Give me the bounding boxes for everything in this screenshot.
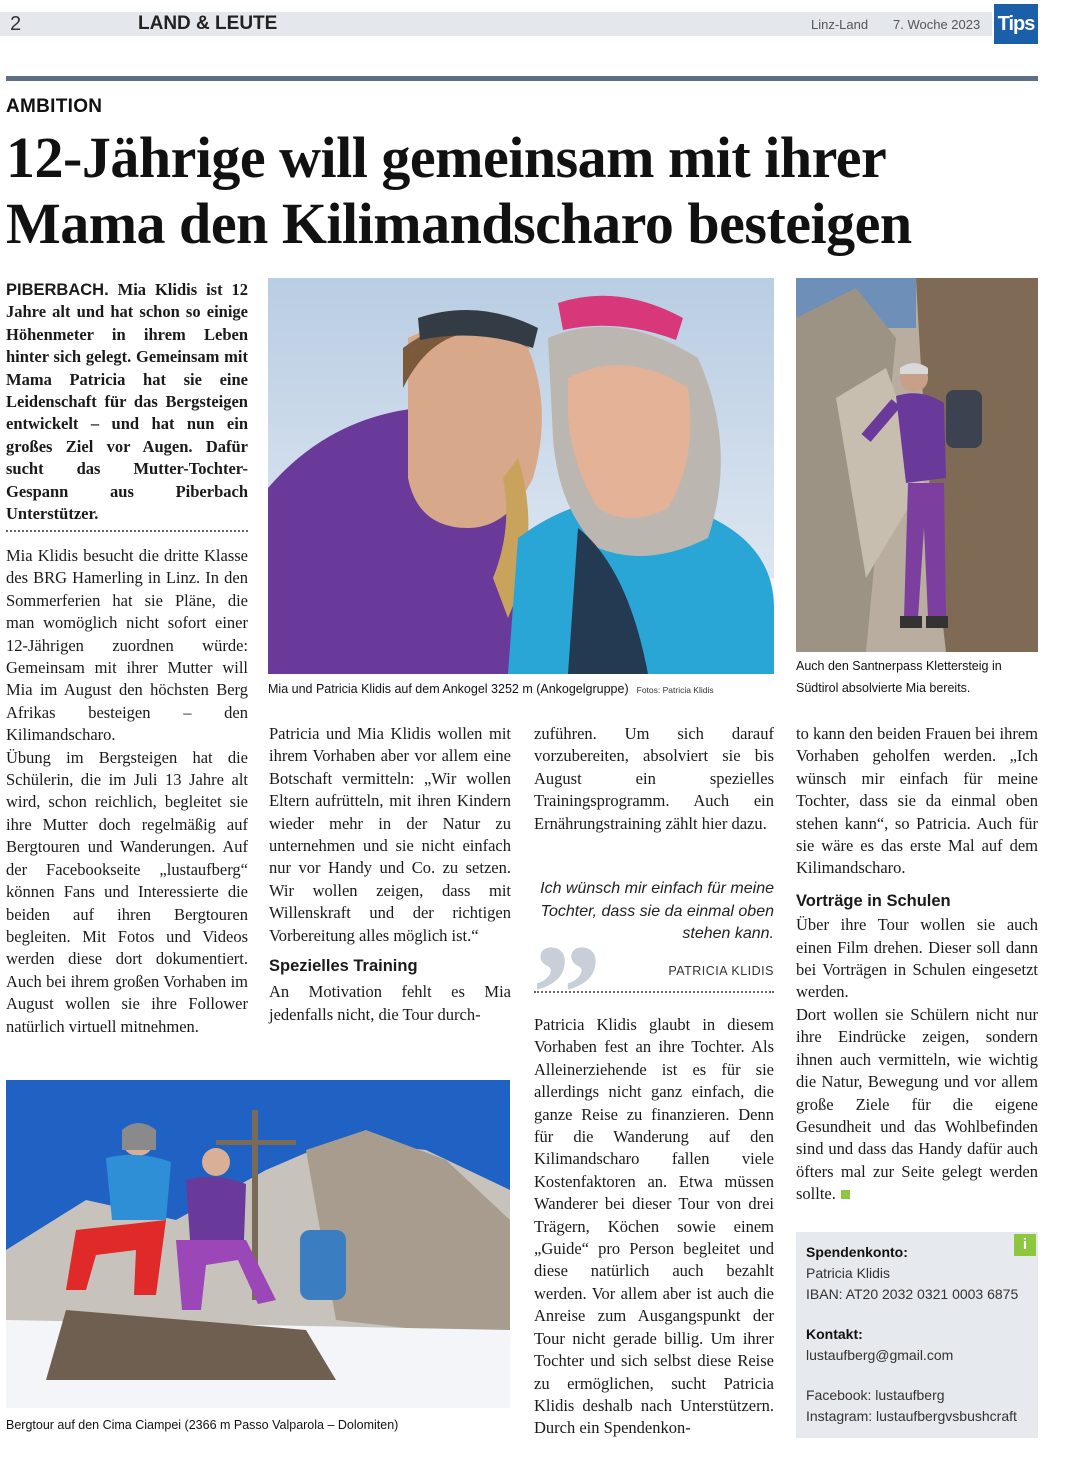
lead-divider — [6, 530, 248, 532]
pull-quote: Ich wünsch mir einfach für meine Tochter, dass sie da einmal oben stehen kann. — [540, 880, 774, 942]
column-3-top — [534, 723, 774, 835]
summit-photo — [6, 1080, 510, 1408]
instagram-handle: Instagram: lustaufbergvsbushcraft — [806, 1408, 1017, 1424]
account-label — [806, 1242, 908, 1263]
contact-label-text: Kontakt: — [806, 1326, 863, 1342]
lead-place: PIBERBACH. — [6, 281, 109, 299]
caption-line-1: Auch den Santnerpass Klettersteig in — [796, 659, 1002, 673]
body-paragraph: Mia Klidis besucht die dritte Klasse des BRG Hamerling in Linz. In den Sommerferien hat sie Pläne, die man womöglich nicht sofort einer 12-Jährigen zuordnen würde: Gemeinsam mit ihrer Mutter will Mia im August den höchsten Berg Afrikas besteigen – den Kilimandscharo. — [6, 546, 248, 745]
account-iban: IBAN: AT20 2032 0321 0003 6875 — [806, 1286, 1019, 1302]
summit-photo-caption: Bergtour auf den Cima Ciampei (2366 m Passo Valparola – Dolomiten) — [6, 1418, 399, 1432]
column-3-body — [534, 1014, 774, 1440]
climbing-photo-caption — [796, 655, 1040, 699]
page-number: 2 — [10, 13, 22, 35]
region-label: Linz-Land — [811, 17, 869, 32]
subhead-schools: Vorträge in Schulen — [796, 891, 951, 910]
info-icon: i — [1014, 1234, 1036, 1256]
end-mark-icon — [841, 1190, 850, 1199]
header-rule — [6, 76, 1038, 81]
body-paragraph — [796, 1004, 1038, 1206]
body-paragraph: Patricia Klidis glaubt in diesem Vorhaben fest an ihre Tochter. Als Alleinerziehende ist es für sie allerdings nicht ganz einfach, die ganze Reise zu finanzieren. Denn für die Wanderung auf den Kilimandscharo fallen viele Kostenfaktoren an. Etwa müssen Wanderer bei dieser Tour von drei Trägern, Köchen sowie einem „Guide“ pro Person begleitet und diese natürlich auch bezahlt werden. Vor allem aber ist auch die Anreise zum Ausgangspunkt der Tour nicht gerade billig. Um ihrer Tochter und sich selbst diese Reise zu ermöglichen, sucht Patricia Klidis deshalb nach Unterstützern. Durch ein Spendenkon- — [534, 1015, 774, 1438]
subhead-training: Spezielles Training — [269, 957, 418, 976]
main-photo-caption — [268, 678, 778, 701]
body-paragraph: Über ihre Tour wollen sie auch einen Film drehen. Dieser soll dann bei Vorträgen in Schulen eingesetzt werden. — [796, 915, 1038, 1002]
section-title: LAND & LEUTE — [138, 13, 278, 34]
body-paragraph: zuführen. Um sich darauf vorzubereiten, absolviert sie bis August ein spezielles Trainingsprogramm. Auch ein Ernährungstraining zählt hier dazu. — [534, 724, 774, 833]
page-header — [0, 0, 1040, 46]
caption-line-2: Südtirol absolvierte Mia bereits. — [796, 681, 971, 695]
headline-line-2: Mama den Kilimandscharo besteigen — [6, 191, 912, 256]
kicker: AMBITION — [6, 96, 103, 117]
contact-email[interactable]: lustaufberg@gmail.com — [806, 1347, 954, 1363]
facebook-handle: Facebook: lustaufberg — [806, 1387, 945, 1403]
body-paragraph: An Motivation fehlt es Mia jedenfalls nicht, die Tour durch- — [269, 982, 511, 1024]
account-label-text: Spendenkonto: — [806, 1244, 908, 1260]
photo-credit: Fotos: Patricia Klidis — [636, 685, 714, 695]
column-4-body — [796, 723, 1038, 1206]
column-2-body — [269, 723, 511, 1026]
issue-label: 7. Woche 2023 — [893, 17, 981, 32]
climbing-photo — [796, 278, 1038, 652]
body-paragraph: Übung im Bergsteigen hat die Schülerin, die im Juli 13 Jahre alt wird, schon reichlich, begleitet sie ihre Mutter doch regelmäßig auf Bergtouren und Wanderungen. Auf der Facebookseite „lustaufberg“ können Fans und Interessierte die beiden auf ihren Bergtouren begleiten. Mit Fotos und Videos werden diese dort dokumentiert. Auch bei ihrem großen Vorhaben im August wollen sie ihre Follower natürlich virtuell mitnehmen. — [6, 747, 248, 1036]
lead-paragraph — [6, 279, 248, 525]
headline-line-1: 12-Jährige will gemeinsam mit ihrer — [6, 125, 887, 190]
main-photo — [268, 278, 774, 674]
account-name: Patricia Klidis — [806, 1265, 891, 1281]
quote-divider — [534, 991, 774, 993]
body-paragraph: to kann den beiden Frauen bei ihrem Vorhaben geholfen werden. „Ich wünsch mir einfach für meine Tochter, dass sie da einmal oben stehen kann“, so Patricia. Auch für sie wäre es das erste Mal auf dem Kilimandscharo. — [796, 724, 1038, 878]
body-paragraph: Patricia und Mia Klidis wollen mit ihrem Vorhaben aber vor allem eine Botschaft vermitteln: „Wir wollen Eltern aufrütteln, mit ihren Kindern wieder mehr in der Natur zu unternehmen und sie nicht einfach nur vor Handy und Co. zu setzen. Wir wollen zeigen, dass mit Willenskraft und der richtigen Vorbereitung alles möglich ist.“ — [269, 724, 511, 945]
headline — [6, 125, 1066, 257]
column-1-body — [6, 545, 248, 1038]
quote-mark-icon: „ — [533, 844, 603, 999]
tips-logo: Tips — [994, 4, 1038, 44]
body-text: Dort wollen sie Schülern nicht nur ihre Eindrücke zeigen, sondern ihnen auch vermitteln, wie wichtig die Natur, Bewegung und vor allem große Ziele für die eigene Gesundheit und das Wohlbefinden sind und dass das Handy dafür auch öfters mal zur Seite gelegt werden sollte. — [796, 1004, 1038, 1204]
quote-author: PATRICIA KLIDIS — [668, 964, 774, 978]
lead-text: Mia Klidis ist 12 Jahre alt und hat schon so einige Höhenmeter in ihrem Leben hinter sich gelegt. Gemeinsam mit Mama Patricia hat sie eine Leidenschaft für das Bergsteigen entwickelt – und hat nun ein großes Ziel vor Augen. Dafür sucht das Mutter-Tochter-Gespann aus Piberbach Unterstützer. — [6, 280, 248, 524]
contact-label — [806, 1324, 863, 1345]
caption-text: Mia und Patricia Klidis auf dem Ankogel 3252 m (Ankogelgruppe) — [268, 682, 629, 696]
